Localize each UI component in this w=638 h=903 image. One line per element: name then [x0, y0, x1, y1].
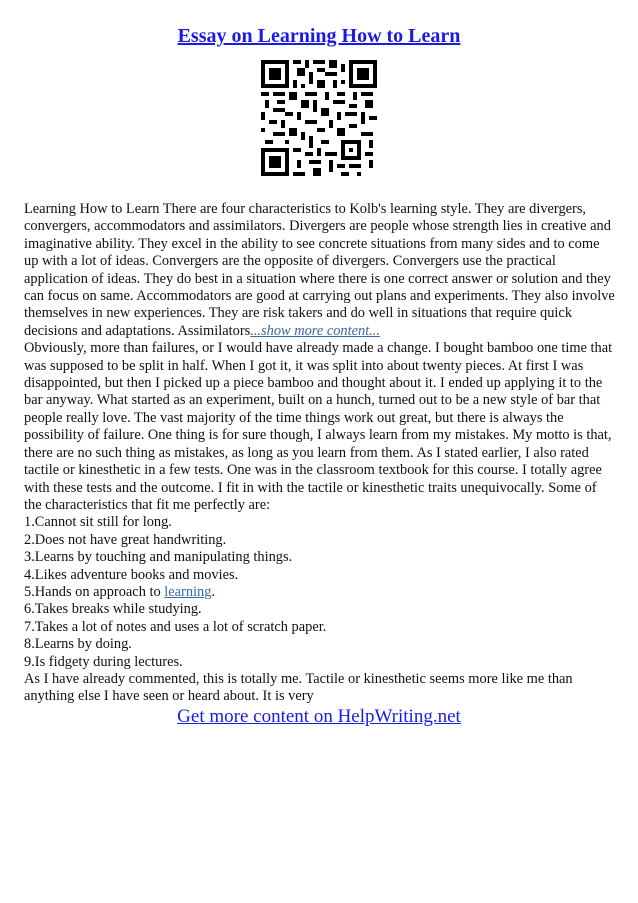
list-item: 8.Learns by doing.: [24, 636, 132, 653]
list-item: 6.Takes breaks while studying.: [24, 601, 202, 618]
list-item: 4.Likes adventure books and movies.: [24, 566, 239, 583]
list-item: 9.Is fidgety during lectures.: [24, 653, 183, 670]
paragraph-2: Obviously, more than failures, or I would have already made a change. I bought bamboo one time that was supposed to be split in half. When I got it, it was split into about twenty pieces. At first I was disappointed, but then I picked up a piece bamboo and thought about it. I ended up applying it to the bar anyway. What started as an experiment, built on a hunch, turned out to be a new style of bar that people really love. The vast majority of the time things work out great, but there is always the possibility of failure. One thing is for sure though, I always learn from my mistakes. My motto is that, there are no such thing as mistakes, as long as you learn from them. As I stated earlier, I also rated tactile or kinesthetic in a few tests. One was in the classroom textbook for this course. I totally agree with these tests and the outcome. I fit in with the tactile or kinesthetic traits unequivocally. Some of the characteristics that fit me perfectly are:: [24, 340, 613, 513]
list-item-suffix: .: [211, 583, 216, 600]
list-item: 2.Does not have great handwriting.: [24, 531, 227, 548]
list-item-text: 5.Hands on approach to: [24, 583, 165, 600]
list-item: [24, 584, 616, 601]
page-title[interactable]: Essay on Learning How to Learn: [177, 25, 461, 47]
paragraph-3: As I have already commented, this is totally me. Tactile or kinesthetic seems more like me than anything else I have seen or heard about. It is very: [24, 670, 573, 705]
essay-body: [24, 201, 616, 706]
show-more-link[interactable]: ...show more content...: [250, 322, 381, 339]
qr-code-icon: [261, 60, 377, 176]
paragraph-1-text: Learning How to Learn There are four characteristics to Kolb's learning style. They are divergers, convergers, accommodators and assimilators. Divergers are people whose strength lies in creative and imaginative ability. They excel in the ability to see concrete situations from many sides and to come up with a lot of ideas. Convergers are the opposite of divergers. Convergers use the practical application of ideas. They do best in a situation where there is one correct answer or solution and they can focus on same. Accommodators are good at carrying out plans and experiments. They also involve themselves in new experiences. They are risk takers and do well in situations that require quick decisions and adaptations. Assimilators: [24, 201, 615, 339]
list-item: 3.Learns by touching and manipulating things.: [24, 549, 293, 566]
list-item: 1.Cannot sit still for long.: [24, 514, 172, 531]
learning-link[interactable]: learning: [164, 583, 212, 600]
footer-link[interactable]: Get more content on HelpWriting.net: [177, 706, 461, 727]
list-item: 7.Takes a lot of notes and uses a lot of scratch paper.: [24, 618, 327, 635]
paragraph-1: [24, 201, 616, 340]
